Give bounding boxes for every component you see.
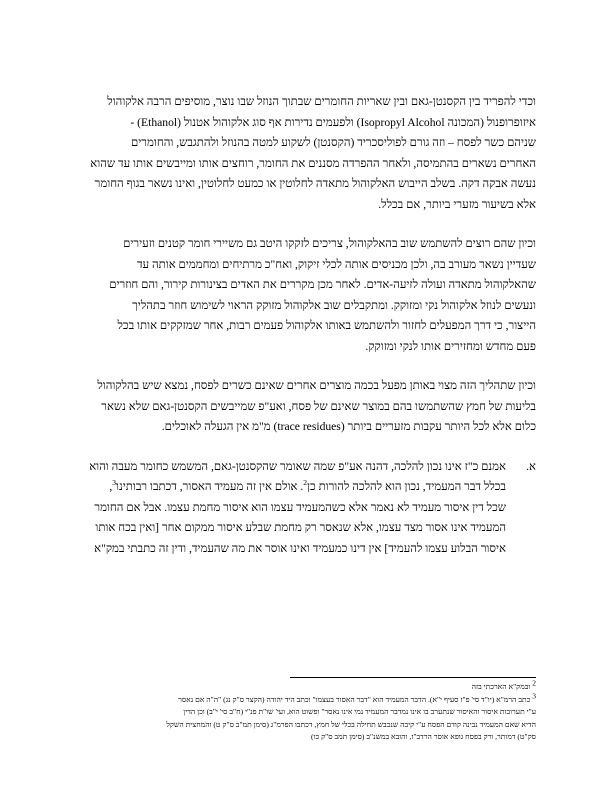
text-line: שניהם כשר לפסח – וזה גורם לפוליסכריד (הקסנטן) לשקוע למטה בהנוזל ולהתגבש, והחומרים [131, 136, 536, 149]
text-line: הייצור, כי דרך המפעלים לחזור ולהשתמש באותו אלקוהול פעמים רבות, אחר שמזקקים אותו בכל [117, 319, 536, 332]
footnote-3-continued: ע"י תערובות איסור והאיסור שנתערב בו אינו נמדבר המעמיד נמי אינו נאסר" ופשוט הוא, ועי' שו"ת פנ"י (ח"ב סי' י"ב) וכן הדין [183, 707, 536, 717]
paragraph-1 [66, 92, 536, 215]
text-line: אמנם כ"ז אינו נכון להלכה, דהנה אע"פ שמה שאומר שהקסנטן-גאם, המשמש כחומר מעבה והוא [89, 459, 506, 473]
text-line: כלום אלא לכל היותר עקבות מזעריים ביותר (trace residues) מ"מ אין הגעלה לאוכלים. [161, 420, 536, 433]
text-line: המעמיד אינו אסור מצד עצמו, אלא שנאסר רק מחמת שבלע איסור ממקום אחר [ואין בכח אותו [95, 521, 506, 534]
text-segment: . אולם אין זה מעמיד האסור, דכתבו רבותינו [116, 480, 304, 493]
text-line: האחרים נשארים בהתמיסה, ולאחר ההפרדה מסננים את החומר, רוחצים אותו ומייבשים אותו עד שהוא [90, 156, 536, 170]
text-line: ונעשים לנוזל אלקוהול נקי ומזוקק. ומתקבלים שוב אלקוהול מזוקק הראוי לשימוש חוזר בתהליך [132, 298, 536, 312]
text-line: איסור הבלוע עצמו להעמיד] אין דינו כמעמיד ואינו אוסר את מה שהעמיד, ודין זה כתבתי במק"א [94, 541, 506, 555]
footnotes [66, 678, 536, 744]
footnote-text: כתב הרמ"א (יו"ד סי' פ"ז סעיף י"א). הדבר המעמיד הוא "דבר האסור בעצמו" וכתב היד יהודה (הקצר ס"ק נג) "ה"ה אם נאסר [178, 694, 531, 704]
document-body [66, 92, 536, 559]
paragraph-3 [66, 376, 536, 438]
footnote-2 [66, 678, 536, 694]
numbered-paragraph-aleph [66, 457, 536, 560]
item-number: א. [526, 459, 536, 473]
text-line-with-footnotes [66, 477, 506, 498]
text-line: שהאלקוהול מתאדה ועולה לזיעה-אדים. לאחר מכן מקררים את האדים בצינורות קירור, והם חוזרים [109, 278, 536, 291]
paragraph-2 [66, 234, 536, 357]
footnote-3 [66, 691, 536, 707]
footnote-ref-3[interactable]: 3 [112, 478, 116, 488]
text-line: וכיון שהם רוצים להשתמש שוב בהאלקוהול, צריכים לזקקו היטב גם משיירי חומר קטנים וזעירים [123, 237, 536, 250]
text-segment: בכלל דבר המעמיד, נכון הוא להלכה להורות כן [307, 480, 506, 493]
text-line: נעשה אבקה דקה. בשלב הייבוש האלקוהול מתאדה לחלוטין או כמעט לחלוטין, ואינו נשאר בגוף החומר [94, 177, 536, 190]
footnote-separator [290, 677, 536, 678]
footnote-ref-2[interactable]: 2 [303, 478, 308, 488]
text-line: וכדי להפריד בין הקסנטן-גאם ובין שאריות החומרים שבתוך הנוזל שבו נוצר, מוסיפים הרבה אלקוהול [107, 95, 536, 108]
footnote-3-continued: סק"ט) דמותר, ורק בפסח גופא אוסר הרדב"ז, והובא במשנ"ב (סימן תמב ס"ק כו) [311, 732, 536, 742]
text-line: איזופרופנול (המכונה Isopropyl Alcohol) ולפעמים נדירות אף סוג אלקוהול אטנול (Ethanol) - [130, 115, 536, 129]
footnote-text: ובמק"א הארכתי בזה [471, 682, 531, 691]
text-line: שכל דין איסור מעמיד לא נאמר אלא כשהמעמיד עצמו הוא איסור מחמת עצמו. אבל אם החומר [94, 500, 506, 514]
text-line: פעם מחדש ומחזירים אותו לנקי ומזוקק. [365, 339, 536, 353]
footnote-mark: 2 [532, 678, 536, 688]
text-line: שעדיין נשאר מעורב בה, ולכן מכניסים אותה לכלי זיקוק, ואח"כ מרתיחים ומחממים אותה עד [136, 257, 536, 271]
text-line: בליעות של חמץ שהשתמשו בהם במוצר שאינם של פסח, ואע"פ שמייבשים הקסנטן-גאם שלא נשאר [101, 399, 536, 413]
text-line: אלא בשיעור מזערי ביותר, אם בכלל. [378, 197, 536, 211]
text-segment: , [109, 480, 113, 493]
footnote-3-continued: הדיא שאם המעמיד נבינה קודם הפסח ע"י קיבה שנכבש תחילה בכלי של חמץ, דכתבו הפרמ"ג (סימן תמ"ב ס"ק ט) והמחצית השקל [166, 719, 536, 729]
footnote-mark: 3 [532, 691, 536, 701]
text-line: וכיון שתהליך הזה מצוי באותן מפעל בכמה מוצרים אחרים שאינם כשרים לפסח, נמצא שיש בהלקוהול [97, 379, 536, 392]
